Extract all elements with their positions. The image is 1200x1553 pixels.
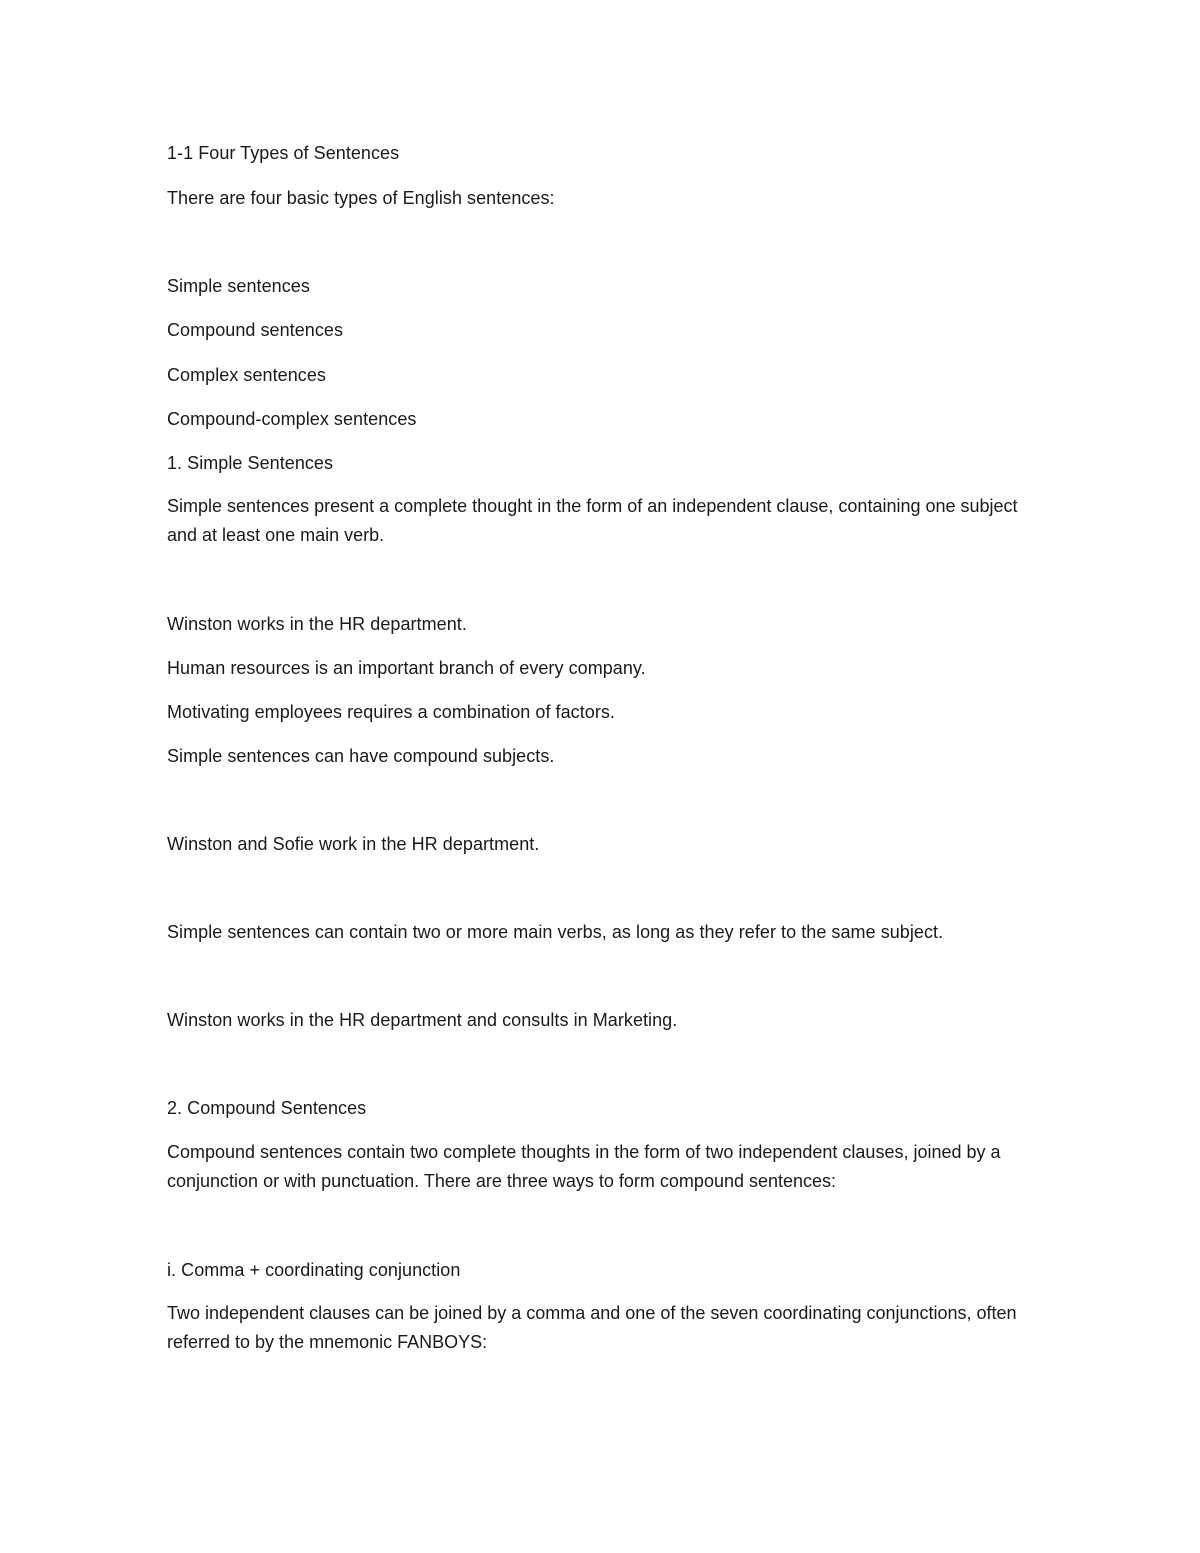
document-title: 1-1 Four Types of Sentences: [167, 143, 400, 163]
sentence-type-item: Complex sentences: [167, 365, 326, 385]
example-sentence: Winston works in the HR department.: [167, 614, 467, 634]
example-sentence: Motivating employees requires a combination of factors.: [167, 702, 615, 722]
sentence-type-item: Compound-complex sentences: [167, 409, 417, 429]
intro-text: There are four basic types of English sentences:: [167, 188, 555, 208]
example-sentence: Winston works in the HR department and consults in Marketing.: [167, 1010, 678, 1030]
example-sentence: Human resources is an important branch of every company.: [167, 658, 646, 678]
subsection-description: Two independent clauses can be joined by a comma and one of the seven coordinating conjunctions, often referred to by the mnemonic FANBOYS:: [167, 1303, 1017, 1352]
multiple-verbs-note: Simple sentences can contain two or more main verbs, as long as they refer to the same subject.: [167, 922, 944, 942]
section-heading-simple: 1. Simple Sentences: [167, 453, 334, 473]
compound-subjects-note: Simple sentences can have compound subjects.: [167, 746, 555, 766]
sentence-type-item: Compound sentences: [167, 320, 344, 340]
sentence-type-item: Simple sentences: [167, 276, 310, 296]
section-heading-compound: 2. Compound Sentences: [167, 1098, 367, 1118]
simple-sentences-description: Simple sentences present a complete thought in the form of an independent clause, containing one subject and at least one main verb.: [167, 496, 1018, 545]
compound-sentences-description: Compound sentences contain two complete thoughts in the form of two independent clauses, joined by a conjunction or with punctuation. There are three ways to form compound sentences:: [167, 1142, 1001, 1191]
example-sentence: Winston and Sofie work in the HR department.: [167, 834, 540, 854]
subsection-heading: i. Comma + coordinating conjunction: [167, 1260, 461, 1280]
